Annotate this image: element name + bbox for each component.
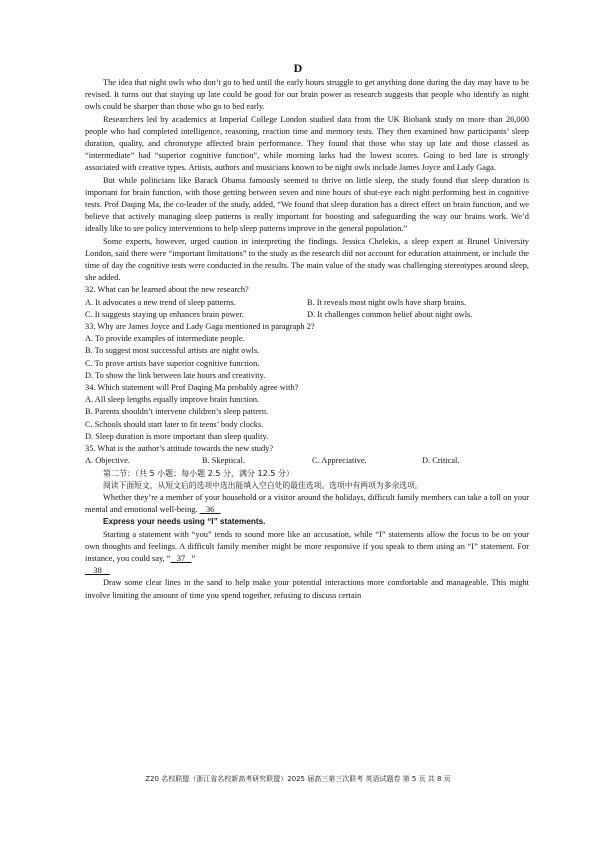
question-stem: 34. Which statement will Prof Daqing Ma probably agree with? bbox=[85, 383, 299, 393]
option-d: D. It challenges common belief about night owls. bbox=[307, 309, 473, 319]
cloze-paragraph: Draw some clear lines in the sand to help make your potential interactions more comfortable and manageable. This might involve limiting the amount of time you spend together, refusing to discuss certain bbox=[85, 578, 529, 600]
blank-36 bbox=[200, 505, 221, 514]
option-c: C. Appreciative. bbox=[312, 456, 367, 466]
question-stem: 35. What is the author’s attitude towards the new study? bbox=[85, 444, 274, 454]
cloze-intro bbox=[85, 492, 529, 516]
passage-paragraph: Some experts, however, urged caution in interpreting the findings. Jessica Chelekis, a sleep expert at Brunel University London, said there were “important limitations” to the study as the research did not account for education attainment, or include the time of day the cognitive tests were conducted in the results. The main value of the study was challenging stereotypes around sleep, she added. bbox=[85, 236, 529, 283]
option-row bbox=[85, 455, 529, 467]
option-a: A. All sleep lengths equally improve brain function. bbox=[85, 395, 260, 405]
close-quote: ” bbox=[191, 553, 196, 563]
option-d: D. Critical. bbox=[422, 456, 460, 466]
cloze-heading: Express your needs using “I” statements. bbox=[103, 517, 266, 527]
option-c: C. To prove artists have superior cognitive function. bbox=[85, 358, 260, 368]
option-d: D. To show the link between late hours and creativity. bbox=[85, 370, 266, 380]
part-instruction: 阅读下面短文，从短文后的选项中选出能填入空白处的最佳选项。选项中有两项为多余选项。 bbox=[103, 480, 423, 490]
passage-paragraph: But while politicians like Barack Obama famously seemed to thrive on little sleep, the study found that sleep duration is important for brain function, with those getting between seven and nine hours of shut-eye each night performing best in cognitive tests. Prof Daqing Ma, the co-leader of the study, added, “We found that sleep duration has a direct effect on brain function, and we believe that actively managing sleep patterns is really important for boosting and safeguarding the way our brains work. We’d ideally like to see policy interventions to help sleep patterns improve in the general population.” bbox=[85, 175, 529, 234]
option-row bbox=[85, 309, 529, 321]
blank-number: 36 bbox=[205, 505, 215, 515]
part-title: 第二节：（共 5 小题；每小题 2.5 分，满分 12.5 分） bbox=[103, 468, 294, 478]
option-b: B. Parents shouldn’t intervene children’s sleep pattern. bbox=[85, 407, 269, 417]
option-b: B. To suggest most successful artists are night owls. bbox=[85, 346, 260, 356]
section-title: D bbox=[293, 61, 303, 75]
para-text: Starting a statement with “you” tends to sound more like an accusation, while “I” statements allow the focus to be on your own thoughts and feelings. A difficult family member might be more responsive if you speak to them using an “I” statement. For instance, you could say, “ bbox=[85, 529, 529, 563]
blank-number: 37 bbox=[176, 553, 186, 563]
option-row bbox=[85, 297, 529, 309]
question-stem: 33. Why are James Joyce and Lady Gaga mentioned in paragraph 2? bbox=[85, 322, 315, 332]
page-content bbox=[85, 77, 529, 602]
option-c: C. Schools should start later to fit teens’ body clocks. bbox=[85, 419, 264, 429]
option-a: A. Objective. bbox=[85, 456, 130, 466]
blank-38 bbox=[85, 566, 110, 575]
option-c: C. It suggests staying up enhances brain power. bbox=[85, 309, 244, 319]
passage-paragraph: Researchers led by academics at Imperial College London studied data from the UK Biobank study on more than 26,000 people who had completed intelligence, reasoning, reaction time and memory tests. They then examined how participants’ sleep duration, quality, and chronotype affected brain performance. They found that those who stay up late and those classed as “intermediate” had “superior cognitive function”, while morning larks had the lowest scores. Going to bed late is strongly associated with creative types. Artists, authors and musicians known to be night owls include James Joyce and Lady Gaga. bbox=[85, 114, 529, 173]
blank-number: 38 bbox=[93, 566, 102, 576]
option-a: A. It advocates a new trend of sleep patterns. bbox=[85, 297, 236, 307]
cloze-paragraph bbox=[85, 529, 529, 566]
intro-text: Whether they’re a member of your household or a visitor around the holidays, difficult family members can take a toll on your mental and emotional well-being. bbox=[85, 492, 529, 515]
blank-37 bbox=[171, 554, 192, 563]
cloze-blank-line bbox=[85, 565, 529, 577]
option-a: A. To provide examples of intermediate people. bbox=[85, 334, 245, 344]
option-d: D. Sleep duration is more important than sleep quality. bbox=[85, 431, 269, 441]
question-stem: 32. What can be learned about the new research? bbox=[85, 285, 249, 295]
passage-paragraph: The idea that night owls who don’t go to bed until the early hours struggle to get anything done during the day may have to be revised. It turns out that staying up late could be good for our brain power as research suggests that people who identify as night owls could be sharper than those who go to bed early. bbox=[85, 78, 529, 112]
option-b: B. It reveals most night owls have sharp brains. bbox=[307, 297, 467, 307]
page-footer: Z20 名校联盟（浙江省名校新高考研究联盟）2025 届高三第三次联考 英语试题卷 第 5 页 共 8 页 bbox=[145, 775, 451, 783]
option-b: B. Skeptical. bbox=[202, 456, 246, 466]
